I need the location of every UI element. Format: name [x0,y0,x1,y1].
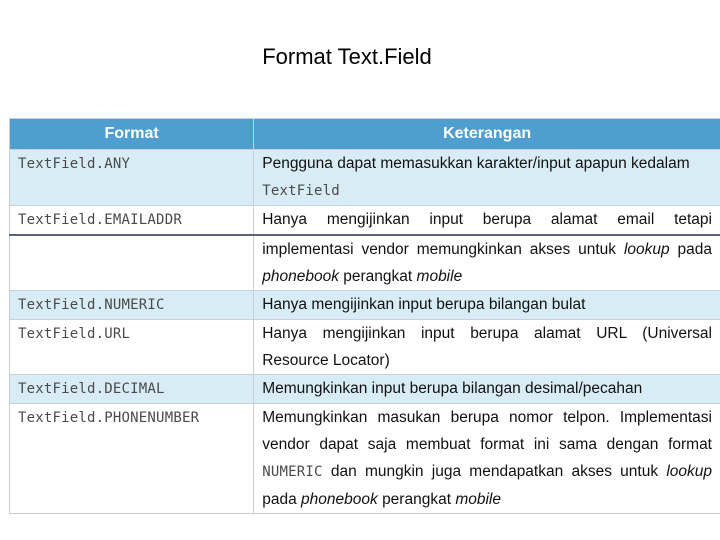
desc-url: Hanya mengijinkan input berupa alamat URL (Universal Resource Locator) [262,325,712,369]
desc-phonenumber-pada: pada [262,491,297,508]
slide-title: Format Text.Field [262,44,432,69]
table-row-emailaddr [10,206,720,236]
desc-phonenumber-lookup: lookup [666,463,713,480]
desc-emailaddr-a: implementasi vendor memungkinkan akses untuk [262,241,617,258]
format-emailaddr: TextField.EMAILADDR [18,212,182,228]
desc-numeric: Hanya mengijinkan input berupa bilangan bulat [262,296,586,313]
desc-phonenumber-code: NUMERIC [262,464,323,480]
table-header-row [10,119,720,150]
table-row-emailaddr-cont [10,235,720,291]
format-decimal: TextField.DECIMAL [18,381,165,397]
format-url: TextField.URL [18,326,131,342]
format-any: TextField.ANY [18,156,131,172]
desc-emailaddr-pada: pada [677,241,713,258]
desc-any: Pengguna dapat memasukkan karakter/input apapun kedalam [262,155,690,172]
table-row-any [10,150,720,206]
desc-any-code: TextField [262,183,340,199]
format-table [9,118,720,514]
table-row-decimal [10,375,720,404]
desc-emailaddr-perangkat: perangkat [343,268,413,285]
desc-decimal: Memungkinkan input berupa bilangan desimal/pecahan [262,380,643,397]
format-numeric: TextField.NUMERIC [18,297,165,313]
header-format: Format [10,119,254,150]
table-row-numeric [10,291,720,320]
header-keterangan: Keterangan [254,119,720,150]
desc-phonenumber-perangkat: perangkat [382,491,452,508]
desc-phonenumber-mobile: mobile [455,491,501,508]
format-phonenumber: TextField.PHONENUMBER [18,410,200,426]
table-row-url [10,320,720,375]
desc-emailaddr-line1: Hanya mengijinkan input berupa alamat email tetapi [262,211,712,228]
desc-emailaddr-lookup: lookup [623,241,670,258]
desc-emailaddr-mobile: mobile [416,268,463,285]
desc-phonenumber-b: dan mungkin juga mendapatkan akses untuk [330,463,659,480]
desc-phonenumber-a: Memungkinkan masukan berupa nomor telpon. Implementasi vendor dapat saja membuat format ini sama dengan format [262,409,712,453]
desc-emailaddr-phonebook: phonebook [262,268,339,285]
table-row-phonenumber [10,404,720,514]
desc-phonenumber-phonebook: phonebook [301,491,378,508]
